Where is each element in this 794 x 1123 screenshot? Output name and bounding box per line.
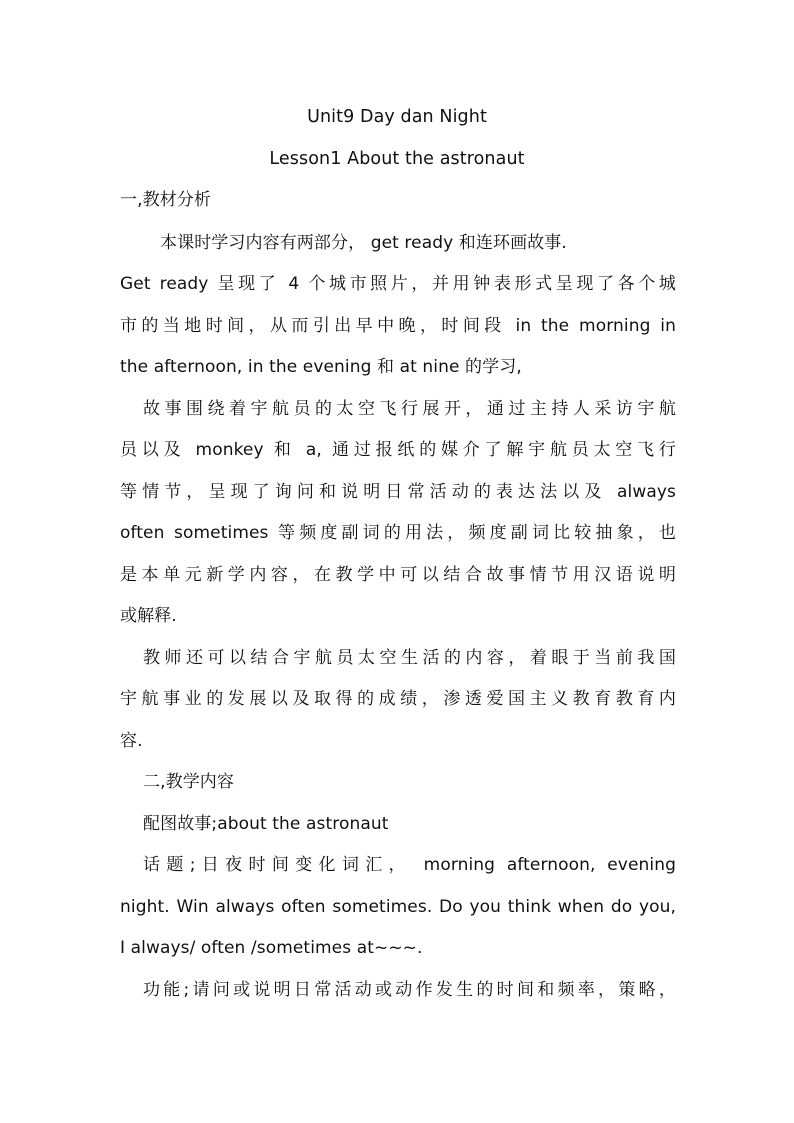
document-subtitle: Lesson1 About the astronaut: [269, 149, 525, 169]
section-heading-textbook-analysis: 一,教材分析: [120, 190, 212, 210]
paragraph-line: 本课时学习内容有两部分， get ready 和连环画故事.: [160, 233, 567, 253]
paragraph-line: the afternoon, in the evening 和 at nine 的学习,: [120, 357, 522, 377]
paragraph-line: 市的当地时间，从而引出早中晚，时间段 in the morning in: [120, 316, 676, 336]
paragraph-line: 宇航事业的发展以及取得的成绩，渗透爱国主义教育教育内: [120, 689, 676, 709]
paragraph-line: 或解释.: [120, 606, 177, 626]
paragraph-line: 教师还可以结合宇航员太空生活的内容，着眼于当前我国: [143, 648, 676, 668]
paragraph-line: 等情节，呈现了询问和说明日常活动的表达法以及 always: [120, 482, 676, 502]
topic-line: 话题;日夜时间变化词汇， morning afternoon, evening: [143, 855, 676, 875]
paragraph-line: 是本单元新学内容，在教学中可以结合故事情节用汉语说明: [120, 565, 676, 585]
section-heading-teaching-content: 二,教学内容: [143, 772, 235, 792]
topic-line: night. Win always often sometimes. Do you think when do you,: [120, 897, 676, 917]
paragraph-line: 故事围绕着宇航员的太空飞行展开，通过主持人采访宇航: [143, 399, 676, 419]
paragraph-line: 员以及 monkey 和 a, 通过报纸的媒介了解宇航员太空飞行: [120, 440, 676, 460]
paragraph-line: Get ready 呈现了 4 个城市照片，并用钟表形式呈现了各个城: [120, 274, 676, 294]
topic-line: I always/ often /sometimes at~~~.: [120, 938, 423, 958]
paragraph-line: often sometimes 等频度副词的用法，频度副词比较抽象，也: [120, 523, 676, 543]
paragraph-line: 容.: [120, 731, 143, 751]
document-title: Unit9 Day dan Night: [307, 107, 487, 127]
story-line: 配图故事;about the astronaut: [143, 814, 389, 834]
function-line: 功能;请问或说明日常活动或动作发生的时间和频率，策略，: [143, 980, 676, 1000]
